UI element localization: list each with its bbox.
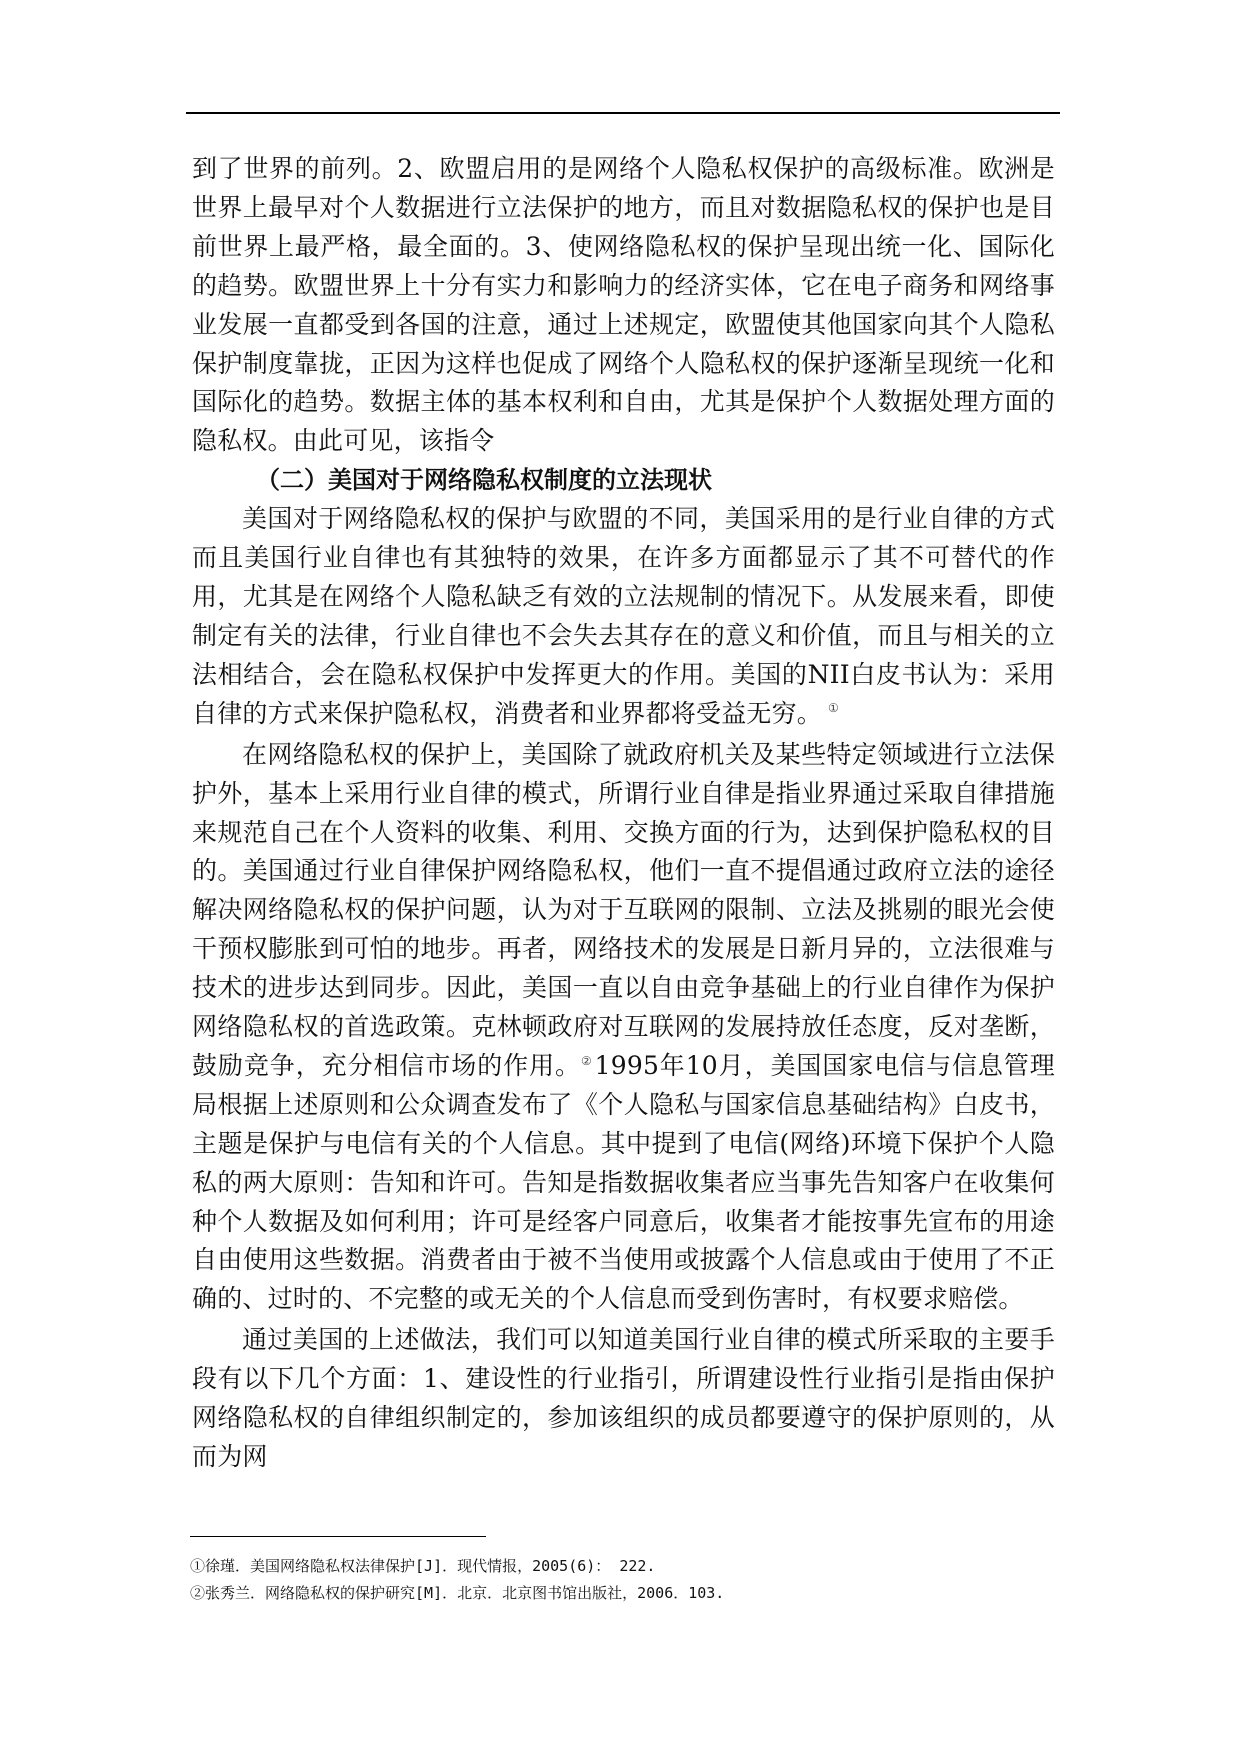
page-body — [192, 150, 1055, 1477]
footnote-rule — [190, 1536, 486, 1537]
paragraph-2-text: 美国对于网络隐私权的保护与欧盟的不同，美国采用的是行业自律的方式而且美国行业自律也有其独特的效果，在许多方面都显示了其不可替代的作用，尤其是在网络个人隐私缺乏有效的立法规制的情况下。从发展来看，即使制定有关的法律，行业自律也不会失去其存在的意义和价值，而且与相关的立法相结合，会在隐私权保护中发挥更大的作用。美国的NII白皮书认为：采用自律的方式来保护隐私权，消费者和业界都将受益无穷。 — [192, 504, 1055, 728]
paragraph-3-text-a: 在网络隐私权的保护上，美国除了就政府机关及某些特定领域进行立法保护外，基本上采用行业自律的模式，所谓行业自律是指业界通过采取自律措施来规范自己在个人资料的收集、利用、交换方面的行为，达到保护隐私权的目的。美国通过行业自律保护网络隐私权，他们一直不提倡通过政府立法的途径解决网络隐私权的保护问题，认为对于互联网的限制、立法及挑剔的眼光会使干预权膨胀到可怕的地步。再者，网络技术的发展是日新月异的，立法很难与技术的进步达到同步。因此，美国一直以自由竞争基础上的行业自律作为保护网络隐私权的首选政策。克林顿政府对互联网的发展持放任态度，反对垄断，鼓励竞争，充分相信市场的作用。 — [192, 739, 1055, 1080]
body-paragraph-4: 通过美国的上述做法，我们可以知道美国行业自律的模式所采取的主要手段有以下几个方面：1、建设性的行业指引，所谓建设性行业指引是指由保护网络隐私权的自律组织制定的，参加该组织的成员都要遵守的保护原则的，从而为网 — [192, 1325, 1055, 1471]
header-rule — [186, 112, 1060, 114]
body-paragraph-3 — [192, 736, 1055, 1320]
body-paragraph-1: 到了世界的前列。2、欧盟启用的是网络个人隐私权保护的高级标准。欧洲是世界上最早对个人数据进行立法保护的地方，而且对数据隐私权的保护也是目前世界上最严格，最全面的。3、使网络隐私权的保护呈现出统一化、国际化的趋势。欧盟世界上十分有实力和影响力的经济实体，它在电子商务和网络事业发展一直都受到各国的注意，通过上述规定，欧盟使其他国家向其个人隐私保护制度靠拢，正因为这样也促成了网络个人隐私权的保护逐渐呈现统一化和国际化的趋势。数据主体的基本权利和自由，尤其是保护个人数据处理方面的隐私权。由此可见，该指令 — [192, 154, 1055, 456]
footnote-1: ①徐瑾．美国网络隐私权法律保护[J]．现代情报，2005(6)： 222. — [190, 1557, 656, 1575]
footnote-ref-1[interactable]: ① — [828, 701, 839, 716]
paragraph-3-text-b: 1995年10月，美国国家电信与信息管理局根据上述原则和公众调查发布了《个人隐私与国家信息基础结构》白皮书，主题是保护与电信有关的个人信息。其中提到了电信(网络)环境下保护个人隐私的两大原则：告知和许可。告知是指数据收集者应当事先告知客户在收集何种个人数据及如何利用；许可是经客户同意后，收集者才能按事先宣布的用途自由使用这些数据。消费者由于被不当使用或披露个人信息或由于使用了不正确的、过时的、不完整的或无关的个人信息而受到伤害时，有权要求赔偿。 — [192, 1050, 1055, 1314]
section-heading: （二）美国对于网络隐私权制度的立法现状 — [256, 466, 712, 495]
footnote-2: ②张秀兰．网络隐私权的保护研究[M]．北京．北京图书馆出版社，2006．103. — [190, 1584, 725, 1602]
footnotes — [190, 1553, 1050, 1607]
body-paragraph-2 — [192, 500, 1055, 733]
footnote-ref-2[interactable]: ② — [580, 1053, 593, 1068]
